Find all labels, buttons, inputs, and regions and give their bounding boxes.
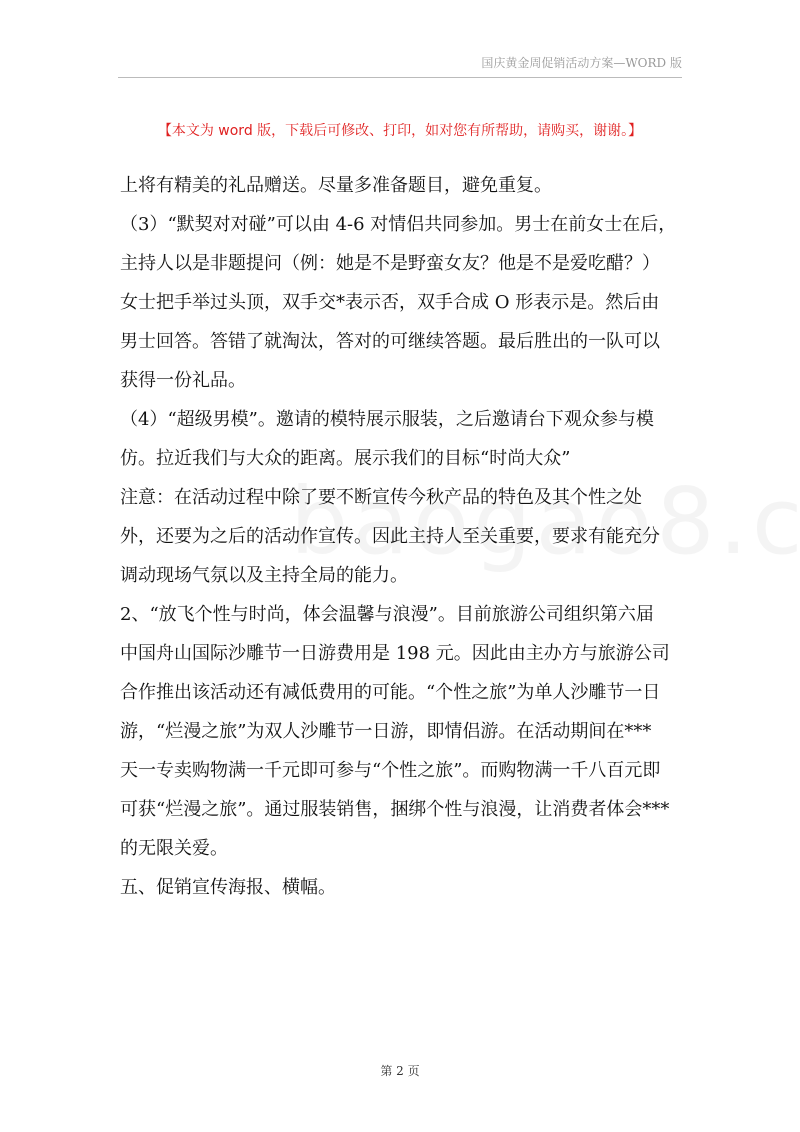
paragraph-line: 游，“烂漫之旅”为双人沙雕节一日游，即情侣游。在活动期间在***	[120, 721, 652, 742]
paragraph-line: 男士回答。答错了就淘汰，答对的可继续答题。最后胜出的一队可以	[120, 331, 660, 352]
purchase-notice: 【本文为 word 版，下载后可修改、打印，如对您有所帮助，请购买，谢谢。】	[157, 123, 643, 139]
paragraph-line: （4）“超级男模”。邀请的模特展示服装，之后邀请台下观众参与模	[120, 409, 654, 430]
paragraph-line: 上将有精美的礼品赠送。尽量多准备题目，避免重复。	[120, 175, 552, 196]
paragraph-line: 的无限关爱。	[120, 838, 228, 859]
paragraph-line: 外，还要为之后的活动作宣传。因此主持人至关重要，要求有能充分	[120, 526, 660, 547]
paragraph-line: 获得一份礼品。	[120, 370, 246, 391]
paragraph-line: 注意：在活动过程中除了要不断宣传今秋产品的特色及其个性之处	[120, 487, 642, 508]
paragraph-line: 可获“烂漫之旅”。通过服装销售，捆绑个性与浪漫，让消费者体会***	[120, 799, 670, 820]
page-number: 第 2 页	[380, 1064, 420, 1078]
paragraph-line: 主持人以是非题提问（例：她是不是野蛮女友？他是不是爱吃醋？）	[120, 253, 660, 274]
paragraph-line: （3）“默契对对碰”可以由 4-6 对情侣共同参加。男士在前女士在后，	[120, 214, 677, 235]
paragraph-line: 调动现场气氛以及主持全局的能力。	[120, 565, 408, 586]
section-heading: 五、促销宣传海报、横幅。	[120, 877, 336, 898]
paragraph-line: 中国舟山国际沙雕节一日游费用是 198 元。因此由主办方与旅游公司	[120, 643, 670, 664]
paragraph-line: 天一专卖购物满一千元即可参与“个性之旅”。而购物满一千八百元即	[120, 760, 661, 781]
paragraph-line: 仿。拉近我们与大众的距离。展示我们的目标“时尚大众”	[120, 448, 571, 469]
paragraph-line: 2、“放飞个性与时尚，体会温馨与浪漫”。目前旅游公司组织第六届	[120, 604, 654, 625]
body-text	[120, 166, 682, 907]
paragraph-line: 女士把手举过头顶，双手交*表示否，双手合成 O 形表示是。然后由	[120, 292, 660, 313]
page-header: 国庆黄金周促销活动方案—WORD 版	[118, 54, 682, 78]
paragraph-line: 合作推出该活动还有减低费用的可能。“个性之旅”为单人沙雕节一日	[120, 682, 661, 703]
